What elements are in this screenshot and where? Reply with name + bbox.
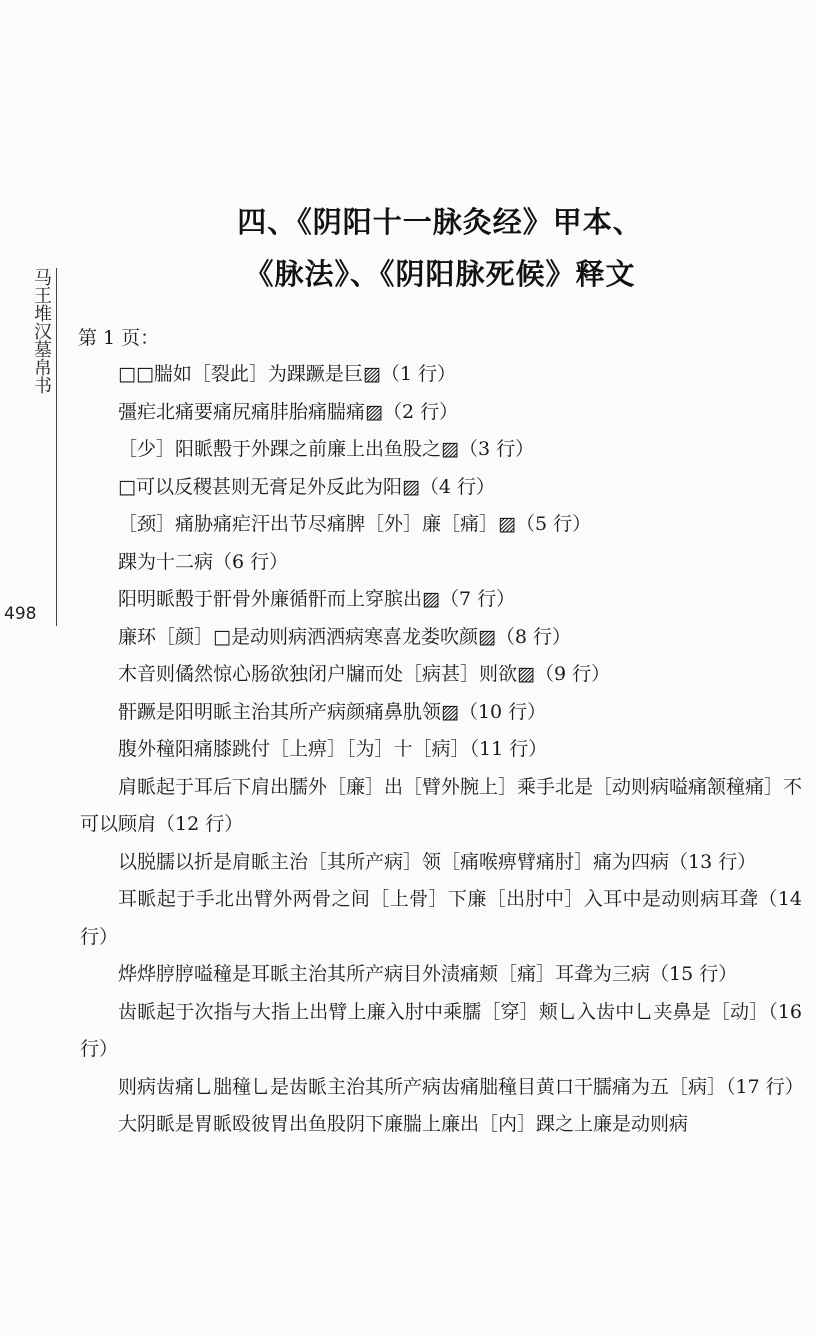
page-number: 498	[4, 604, 37, 624]
text-line: 木音则僪然惊心肠欲独闭户牖而处［病甚］则欲▨（9 行）	[118, 663, 611, 685]
text-line: □可以反稷甚则无膏足外反此为阳▨（4 行）	[118, 475, 496, 498]
text-paragraph: 烨烨脝脝嗌穜是耳眽主治其所产病目外渍痛颊［痛］耳聋为三病（15 行）	[118, 963, 738, 985]
text-line: 廉环［颜］□是动则病洒洒病寒喜龙娄吹颜▨（8 行）	[118, 625, 572, 648]
text-paragraph: 耳眽起于手北出臂外两骨之间［上骨］下廉［出肘中］入耳中是动则病耳聋（14 行）	[80, 888, 802, 948]
chapter-title-line-1: 四、《阴阳十一脉灸经》甲本、	[237, 205, 643, 239]
text-line: □□腨如［裂此］为踝蹶是巨▨（1 行）	[118, 363, 456, 385]
text-paragraph: 齿眽起于次指与大指上出臂上廉入肘中乘臑［穿］颊乚入齿中乚夹鼻是［动］（16 行）	[80, 1000, 802, 1060]
book-title: 马王堆汉墓帛书	[31, 268, 52, 394]
text-line: 阳明眽毄于骭骨外廉循骭而上穿膑出▨（7 行）	[118, 588, 516, 610]
text-paragraph: 大阴眽是胃眽殴彼胃出鱼股阴下廉腨上廉出［内］踝之上廉是动则病	[118, 1113, 689, 1135]
margin-rule	[56, 268, 57, 626]
section-label: 第 1 页：	[78, 327, 160, 349]
text-line: 骭蹶是阳明眽主治其所产病颜痛鼻肍领▨（10 行）	[118, 700, 547, 723]
text-line: 踝为十二病（6 行）	[118, 550, 289, 573]
text-line: ［少］阳眽毄于外踝之前廉上出鱼股之▨（3 行）	[118, 438, 535, 460]
text-paragraph: 以脱臑以折是肩眽主治［其所产病］领［痛喉痹臂痛肘］痛为四病（13 行）	[118, 850, 757, 873]
transcription-body	[80, 356, 802, 1144]
text-line: 腹外穜阳痛膝跳付［上痹］［为］十［病］（11 行）	[118, 738, 548, 760]
text-line: ［颈］痛胁痛疟汗出节尽痛脾［外］廉［痛］▨（5 行）	[118, 513, 592, 535]
chapter-title-line-2: 《脉法》、《阴阳脉死候》释文	[244, 257, 636, 291]
text-paragraph: 则病齿痛乚朏穜乚是齿眽主治其所产病齿痛朏穜目黄口干臑痛为五［病］（17 行）	[118, 1075, 804, 1098]
text-paragraph: 肩眽起于耳后下肩出臑外［廉］出［臂外腕上］乘手北是［动则病嗌痛颔穜痛］不可以顾肩（12 行）	[80, 775, 803, 835]
text-line: 彊疟北痛要痛尻痛肨胎痛腨痛▨（2 行）	[118, 400, 459, 423]
